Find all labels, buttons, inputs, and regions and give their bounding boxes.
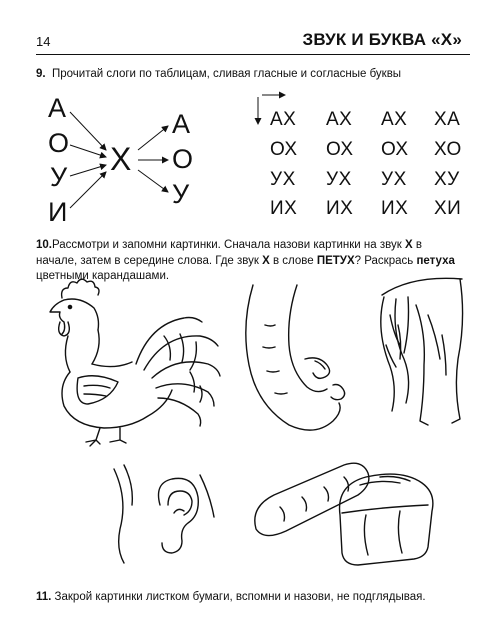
syllable-cell: АХ — [270, 109, 297, 130]
syllable-cell: ХИ — [434, 198, 462, 219]
rooster-picture — [40, 278, 230, 448]
horse-tail-picture — [372, 275, 472, 440]
syllable-cell: УХ — [270, 169, 296, 190]
bold-word-petukh: ПЕТУХ — [316, 254, 355, 267]
task-10-number: 10. — [36, 239, 52, 251]
left-vowel-u: У — [50, 162, 68, 192]
bold-word-petukha: петуха — [416, 254, 455, 267]
ear-picture — [110, 465, 220, 565]
syllable-cell: АХ — [326, 109, 353, 130]
syllable-cell: ОХ — [326, 139, 354, 160]
syllable-cell: ХУ — [434, 169, 460, 190]
page-title: ЗВУК И БУКВА «Х» — [302, 30, 462, 49]
syllable-cell: ОХ — [381, 139, 409, 160]
task-10-text: цветными карандашами. — [36, 270, 170, 282]
syllable-cell: УХ — [381, 169, 407, 190]
bold-letter: Х — [404, 239, 413, 251]
left-vowel-i: И — [48, 197, 68, 227]
right-vowel-u: У — [172, 179, 190, 209]
left-vowel-a: А — [48, 93, 67, 123]
right-vowel-o: О — [172, 144, 194, 174]
right-vowel-a: А — [172, 109, 191, 139]
task-10-text: в начале, затем в середине слова. Где звук — [36, 239, 422, 267]
left-vowel-o: О — [48, 128, 70, 158]
page-number: 14 — [36, 34, 51, 49]
task-11-number: 11. — [36, 591, 52, 603]
task-11-text: Закрой картинки листком бумаги, вспомни и назови, не подглядывая. — [51, 591, 426, 603]
task-9-number: 9. — [36, 68, 46, 80]
syllable-cell: ХО — [434, 139, 462, 160]
center-letter-kh: Х — [110, 141, 132, 177]
syllable-cell: ИХ — [381, 198, 409, 219]
task-10-text: ? Раскрась — [354, 254, 417, 267]
task-11-instruction — [36, 590, 466, 606]
task-9-text: Прочитай слоги по таблицам, сливая гласные и согласные буквы — [51, 68, 402, 80]
bread-picture — [250, 455, 440, 565]
elephant-trunk-picture — [245, 285, 355, 445]
task-10-text: Рассмотри и запомни картинки. Сначала назови картинки на звук — [52, 239, 405, 251]
syllable-cell: ИХ — [270, 198, 298, 219]
syllable-cell: АХ — [381, 109, 408, 130]
bold-letter: Х — [262, 254, 270, 267]
syllable-cell: УХ — [326, 169, 352, 190]
syllable-cell: ИХ — [326, 198, 354, 219]
syllable-cell: ХА — [434, 109, 461, 130]
task-10-text: в слове — [269, 254, 317, 267]
syllable-cell: ОХ — [270, 139, 298, 160]
